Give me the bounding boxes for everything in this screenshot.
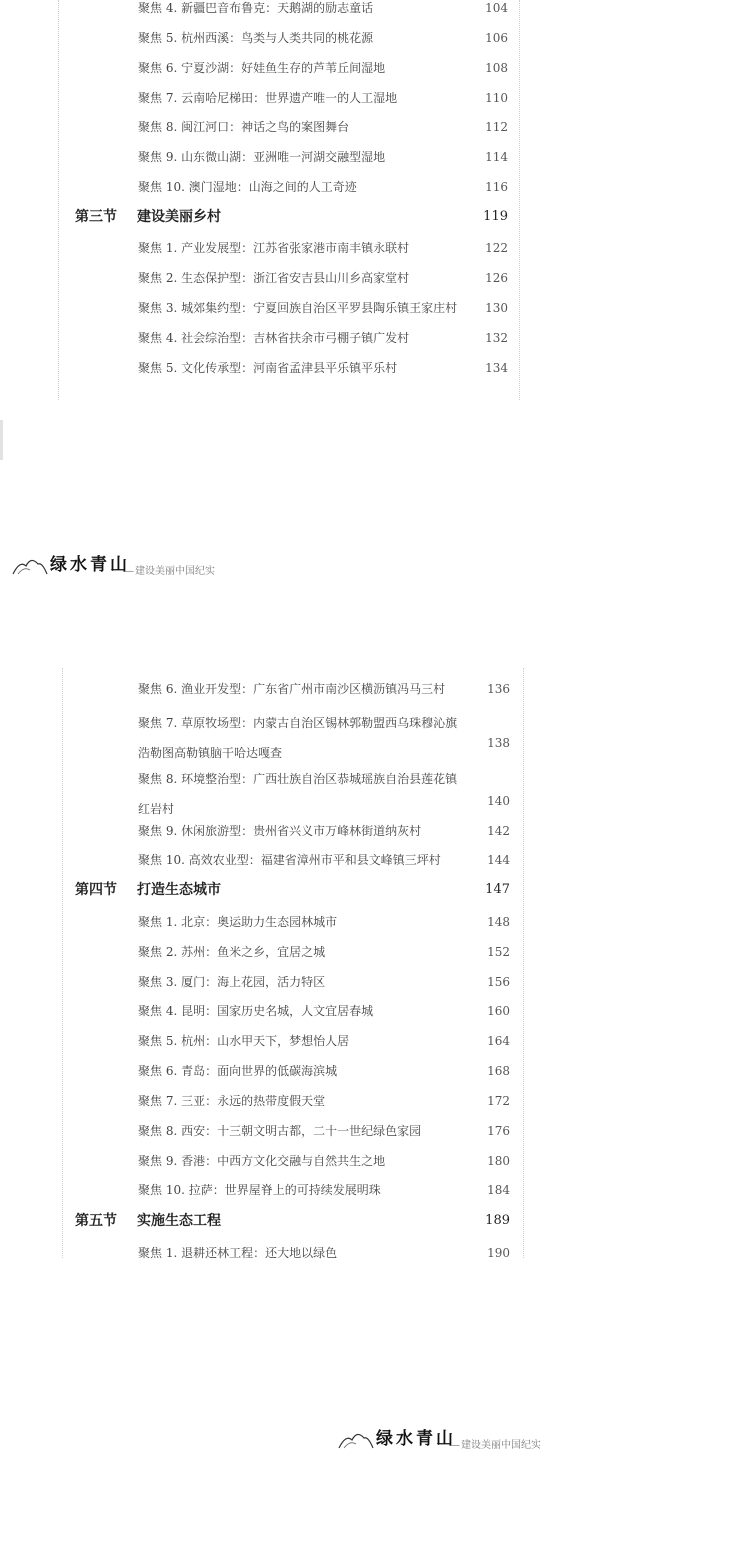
toc-entry-page: 176 — [487, 1124, 510, 1138]
toc-entry-page: 106 — [485, 31, 508, 45]
toc-entry[interactable] — [138, 1060, 510, 1082]
toc-entry-page: 134 — [485, 361, 508, 375]
toc-entry-label: 聚焦 1. 产业发展型：江苏省张家港市南丰镇永联村 — [138, 241, 410, 255]
toc-entry-page: 116 — [485, 180, 508, 194]
toc-entry-label: 聚焦 9. 山东微山湖：亚洲唯一河湖交融型湿地 — [138, 150, 386, 164]
toc-entry-page: 132 — [485, 331, 508, 345]
toc-entry-page: 172 — [487, 1094, 510, 1108]
toc-entry-page: 148 — [487, 915, 510, 929]
toc-entry-label: 聚焦 4. 新疆巴音布鲁克：天鹅湖的励志童话 — [138, 1, 374, 15]
toc-entry-label: 聚焦 10. 高效农业型：福建省漳州市平和县文峰镇三坪村 — [138, 853, 441, 867]
toc-entry-label: 聚焦 7. 草原牧场型：内蒙古自治区锡林郭勒盟西乌珠穆沁旗浩勒图高勒镇脑干哈达嘎查 — [138, 716, 458, 760]
toc-entry-page: 114 — [485, 150, 508, 164]
toc-entry[interactable] — [138, 1000, 510, 1022]
toc-entry-page: 136 — [487, 682, 510, 696]
brand-tagline: — 建设美丽中国纪实 — [124, 562, 215, 577]
toc-entry[interactable] — [138, 849, 510, 871]
toc-entry-label: 聚焦 8. 闽江河口：神话之鸟的案图舞台 — [138, 120, 350, 134]
toc-entry-label: 聚焦 7. 三亚：永远的热带度假天堂 — [138, 1094, 326, 1108]
toc-entry-label: 聚焦 6. 青岛：面向世界的低碳海滨城 — [138, 1064, 338, 1078]
mountain-icon — [338, 1428, 374, 1450]
toc-entry[interactable] — [138, 911, 510, 933]
toc-entry-page: 152 — [487, 945, 510, 959]
toc-entry-label: 聚焦 6. 宁夏沙湖：好娃鱼生存的芦苇丘间湿地 — [138, 61, 386, 75]
section-title: 实施生态工程 — [137, 1213, 221, 1229]
toc-entry-label: 聚焦 10. 拉萨：世界屋脊上的可持续发展明珠 — [138, 1183, 381, 1197]
toc-entry-label: 聚焦 4. 社会综治型：吉林省扶余市弓棚子镇广发村 — [138, 331, 410, 345]
toc-entry-label: 聚焦 1. 北京：奥运助力生态园林城市 — [138, 915, 338, 929]
toc-entry-label: 聚焦 6. 渔业开发型：广东省广州市南沙区横沥镇冯马三村 — [138, 682, 446, 696]
toc-entry-page: 122 — [485, 241, 508, 255]
toc-entry-page: 126 — [485, 271, 508, 285]
toc-entry[interactable] — [138, 708, 510, 760]
toc-left-rule — [62, 668, 63, 1258]
toc-entry[interactable] — [138, 1030, 510, 1052]
toc-section-heading[interactable] — [75, 1209, 510, 1233]
toc-entry-page: 144 — [487, 853, 510, 867]
toc-entry-label: 聚焦 8. 环境整治型：广西壮族自治区恭城瑶族自治县莲花镇红岩村 — [138, 772, 458, 816]
brand-tagline: — 建设美丽中国纪实 — [450, 1436, 541, 1451]
toc-entry[interactable] — [138, 1150, 510, 1172]
section-page: 119 — [483, 209, 508, 224]
toc-entry-label: 聚焦 4. 昆明：国家历史名城，人文宜居春城 — [138, 1004, 374, 1018]
toc-entry-page: 180 — [487, 1154, 510, 1168]
toc-entry-label: 聚焦 3. 城郊集约型：宁夏回族自治区平罗县陶乐镇王家庄村 — [138, 301, 458, 315]
brand-title: 绿水青山 — [376, 1429, 456, 1449]
toc-entry-label: 聚焦 8. 西安：十三朝文明古都，二十一世纪绿色家园 — [138, 1124, 422, 1138]
toc-entry-page: 112 — [485, 120, 508, 134]
toc-entry-label: 聚焦 5. 文化传承型：河南省孟津县平乐镇平乐村 — [138, 361, 398, 375]
toc-entry[interactable] — [138, 971, 510, 993]
section-number: 第四节 — [75, 882, 117, 898]
toc-entry-page: 138 — [487, 736, 510, 750]
toc-section-heading[interactable] — [75, 878, 510, 902]
toc-entry[interactable] — [138, 1120, 510, 1142]
toc-entry-label: 聚焦 5. 杭州西溪：鸟类与人类共同的桃花源 — [138, 31, 374, 45]
toc-entry-label: 聚焦 10. 澳门湿地：山海之间的人工奇迹 — [138, 180, 357, 194]
toc-entry-label: 聚焦 2. 生态保护型：浙江省安吉县山川乡高家堂村 — [138, 271, 410, 285]
toc-entry-label: 聚焦 5. 杭州：山水甲天下，梦想怡人居 — [138, 1034, 350, 1048]
toc-entry-page: 130 — [485, 301, 508, 315]
section-title: 打造生态城市 — [137, 882, 221, 898]
toc-entry-page: 164 — [487, 1034, 510, 1048]
toc-entry[interactable] — [138, 1179, 510, 1201]
toc-entry-page: 160 — [487, 1004, 510, 1018]
toc-entry-page: 104 — [485, 1, 508, 15]
toc-entry-label: 聚焦 3. 厦门：海上花园，活力特区 — [138, 975, 326, 989]
toc-entry-page: 108 — [485, 61, 508, 75]
toc-entry-label: 聚焦 1. 退耕还林工程：还大地以绿色 — [138, 1246, 338, 1260]
toc-entry-page: 168 — [487, 1064, 510, 1078]
section-number: 第三节 — [75, 209, 117, 225]
toc-right-rule — [523, 668, 524, 1258]
toc-entry-page: 184 — [487, 1183, 510, 1197]
section-number: 第五节 — [75, 1213, 117, 1229]
toc-entry[interactable] — [138, 1090, 510, 1112]
toc-entry[interactable] — [138, 678, 510, 700]
toc-entry[interactable] — [138, 1242, 510, 1264]
toc-entry-label: 聚焦 7. 云南哈尼梯田：世界遗产唯一的人工湿地 — [138, 91, 398, 105]
toc-entry-label: 聚焦 9. 香港：中西方文化交融与自然共生之地 — [138, 1154, 386, 1168]
toc-entry-page: 110 — [485, 91, 508, 105]
section-page: 147 — [485, 882, 510, 897]
toc-entry-page: 190 — [487, 1246, 510, 1260]
toc-entry-label: 聚焦 2. 苏州：鱼米之乡，宜居之城 — [138, 945, 326, 959]
toc-entry-page: 142 — [487, 824, 510, 838]
section-page: 189 — [485, 1213, 510, 1228]
toc-entry-label: 聚焦 9. 休闲旅游型：贵州省兴义市万峰林街道纳灰村 — [138, 824, 422, 838]
toc-entry-page: 140 — [487, 794, 510, 808]
footer-logo-2 — [338, 1424, 578, 1460]
toc-entry[interactable] — [138, 764, 510, 816]
toc-entry[interactable] — [138, 820, 510, 842]
toc-entry[interactable] — [138, 941, 510, 963]
toc-entry-page: 156 — [487, 975, 510, 989]
brand-title: 绿水青山 — [50, 555, 130, 575]
section-title: 建设美丽乡村 — [137, 209, 221, 225]
